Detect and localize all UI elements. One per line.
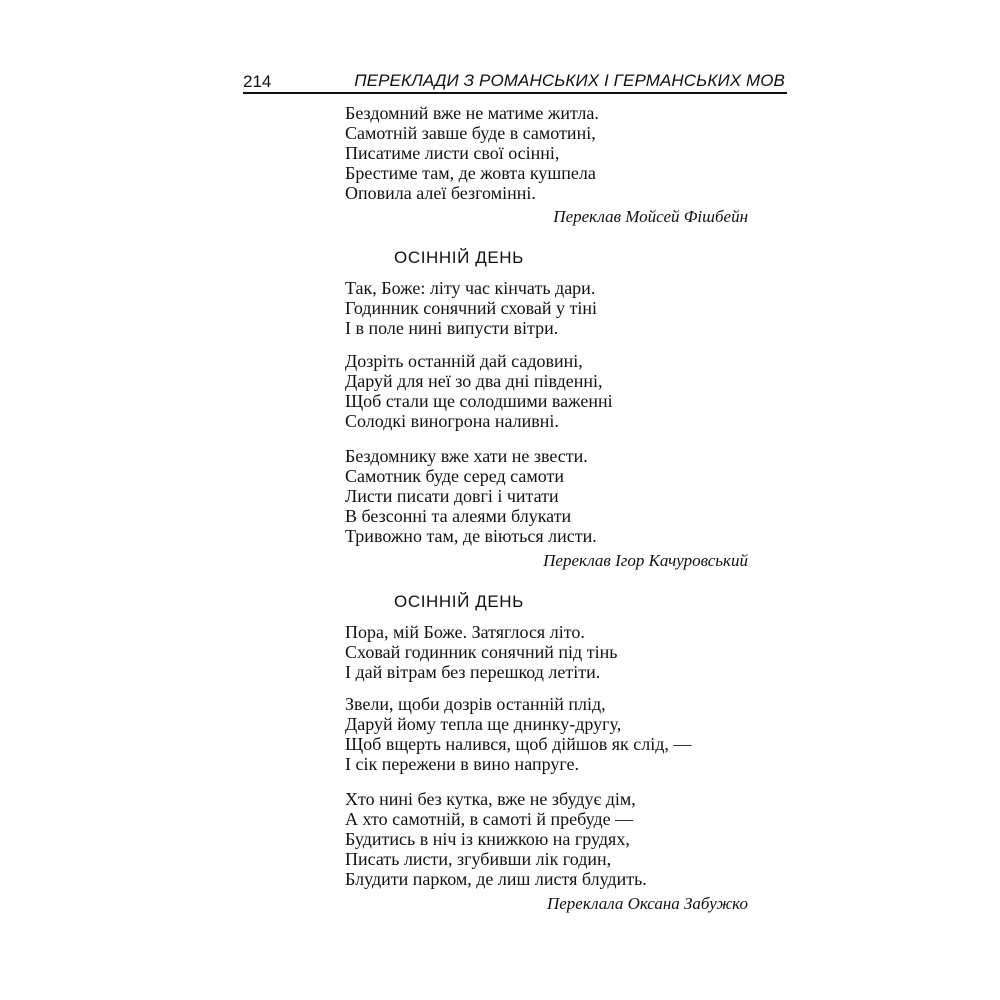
poem-line: А хто самотній, в самоті й пребуде —: [345, 809, 634, 829]
page-number: 214: [243, 72, 272, 91]
poem3-stanza-3: [345, 789, 647, 889]
poem-line: Сховай годинник сонячний під тінь: [345, 642, 618, 662]
poem1-stanza: [345, 103, 599, 203]
poem3-title: ОСІННІЙ ДЕНЬ: [394, 592, 524, 611]
poem-line: Бездомний вже не матиме житла.: [345, 103, 599, 123]
poem1-attribution: Переклав Мойсей Фішбейн: [553, 207, 748, 226]
poem-line: Писать листи, згубивши лік годин,: [345, 849, 612, 869]
poem-line: Брестиме там, де жовта кушпела: [345, 163, 596, 183]
poem-line: Будитись в ніч із книжкою на грудях,: [345, 829, 630, 849]
poem2-stanza-1: [345, 278, 597, 338]
poem-line: Пора, мій Боже. Затяглося літо.: [345, 622, 585, 642]
poem2-stanza-2: [345, 351, 613, 431]
poem-line: Годинник сонячний сховай у тіні: [345, 298, 598, 318]
poem-line: Бездомнику вже хати не звести.: [345, 446, 588, 466]
poem-line: Блудити парком, де лиш листя блудить.: [345, 869, 647, 889]
poem-line: І в поле нині випусти вітри.: [345, 318, 559, 338]
poem-line: Дозріть останній дай садовині,: [345, 351, 583, 371]
poem-line: Листи писати довгі і читати: [345, 486, 559, 506]
poem2-attribution: Переклав Ігор Качуровський: [543, 551, 748, 570]
poem-line: Самотній завше буде в самотині,: [345, 123, 596, 143]
poem3-stanza-1: [345, 622, 617, 682]
poem-line: Писатиме листи свої осінні,: [345, 143, 560, 163]
poem-line: І сік пережени в вино напруге.: [345, 754, 579, 774]
poem3-attribution: Переклала Оксана Забужко: [546, 894, 748, 913]
poem3-stanza-2: [345, 694, 691, 774]
poem2-stanza-3: [345, 446, 597, 546]
poem-line: Звели, щоби дозрів останній плід,: [345, 694, 606, 714]
page-header: [243, 70, 787, 94]
poem-line: Щоб вщерть налився, щоб дійшов як слід, —: [345, 734, 692, 754]
poem-line: І дай вітрам без перешкод летіти.: [345, 662, 601, 682]
poem-line: В безсонні та алеями блукати: [345, 506, 572, 526]
running-title: ПЕРЕКЛАДИ З РОМАНСЬКИХ І ГЕРМАНСЬКИХ МОВ: [354, 71, 785, 90]
poem-line: Солодкі виногрона наливні.: [345, 411, 559, 431]
poem-line: Даруй для неї зо два дні південні,: [345, 371, 603, 391]
poem-line: Даруй йому тепла ще днинку-другу,: [345, 714, 622, 734]
poem-line: Тривожно там, де віються листи.: [345, 526, 597, 546]
poem2-title: ОСІННІЙ ДЕНЬ: [394, 248, 524, 267]
poem-line: Хто нині без кутка, вже не збудує дім,: [345, 789, 636, 809]
poem-line: Щоб стали ще солодшими важенні: [345, 391, 613, 411]
poem-line: Самотник буде серед самоти: [345, 466, 564, 486]
poem-line: Так, Боже: літу час кінчать дари.: [345, 278, 596, 298]
poem-line: Оповила алеї безгомінні.: [345, 183, 536, 203]
